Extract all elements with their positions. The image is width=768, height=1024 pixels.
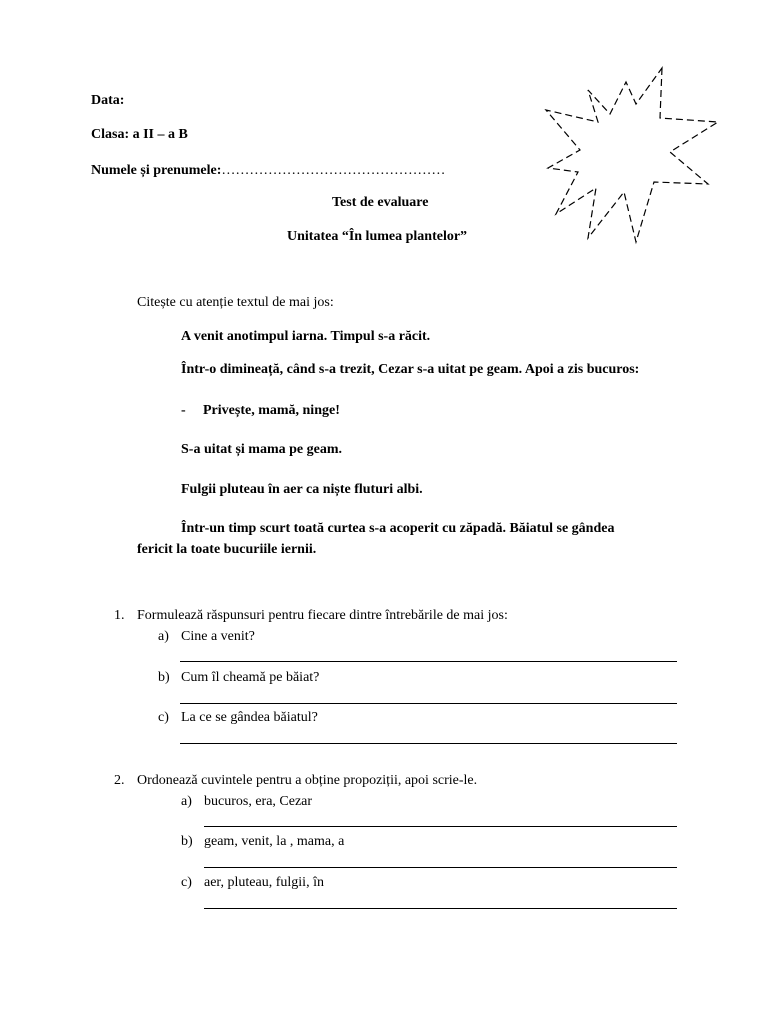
reading-instruction: Citește cu atenție textul de mai jos: [137,295,334,310]
exercise2-item-letter: c) [181,875,192,890]
exercise1-prompt: Formulează răspunsuri pentru fiecare dintre întrebările de mai jos: [137,608,508,623]
passage-line: fericit la toate bucuriile iernii. [137,542,317,557]
class-label: Clasa: a II – a B [91,127,188,142]
exercise1-item-letter: b) [158,670,170,685]
passage-line: S-a uitat și mama pe geam. [181,442,342,457]
exercise1-item-letter: a) [158,629,169,644]
exercise1-item-letter: c) [158,710,169,725]
exercise2-number: 2. [114,773,125,788]
date-label: Data: [91,93,125,108]
name-row [91,161,445,179]
unit-title: Unitatea “În lumea plantelor” [287,229,468,244]
answer-line[interactable] [204,826,677,827]
exercise2-item-words: aer, pluteau, fulgii, în [204,875,324,890]
exercise2-prompt: Ordonează cuvintele pentru a obține propoziții, apoi scrie-le. [137,773,478,788]
passage-line: Fulgii pluteau în aer ca niște fluturi albi. [181,482,423,497]
answer-line[interactable] [180,703,677,704]
passage-line: Privește, mamă, ninge! [203,403,340,418]
answer-line[interactable] [204,908,677,909]
exercise1-item-question: Cine a venit? [181,629,255,644]
passage-line: Într-un timp scurt toată curtea s-a acoperit cu zăpadă. Băiatul se gândea [181,521,615,536]
star-icon [540,60,725,250]
exercise1-number: 1. [114,608,125,623]
name-label: Numele și prenumele: [91,163,222,178]
exercise1-item-question: La ce se gândea băiatul? [181,710,318,725]
dialogue-dash: - [181,403,186,418]
answer-line[interactable] [204,867,677,868]
name-blank: ………………………………………… [221,163,446,178]
answer-line[interactable] [180,661,677,662]
exercise2-item-words: bucuros, era, Cezar [204,794,313,809]
passage-line: A venit anotimpul iarna. Timpul s-a răcit. [181,329,431,344]
answer-line[interactable] [180,743,677,744]
exercise2-item-letter: a) [181,794,192,809]
exercise2-item-words: geam, venit, la , mama, a [204,834,345,849]
exercise2-item-letter: b) [181,834,193,849]
exercise1-item-question: Cum îl cheamă pe băiat? [181,670,320,685]
passage-line: Într-o dimineață, când s-a trezit, Cezar s-a uitat pe geam. Apoi a zis bucuros: [181,362,640,377]
test-title: Test de evaluare [332,195,429,210]
